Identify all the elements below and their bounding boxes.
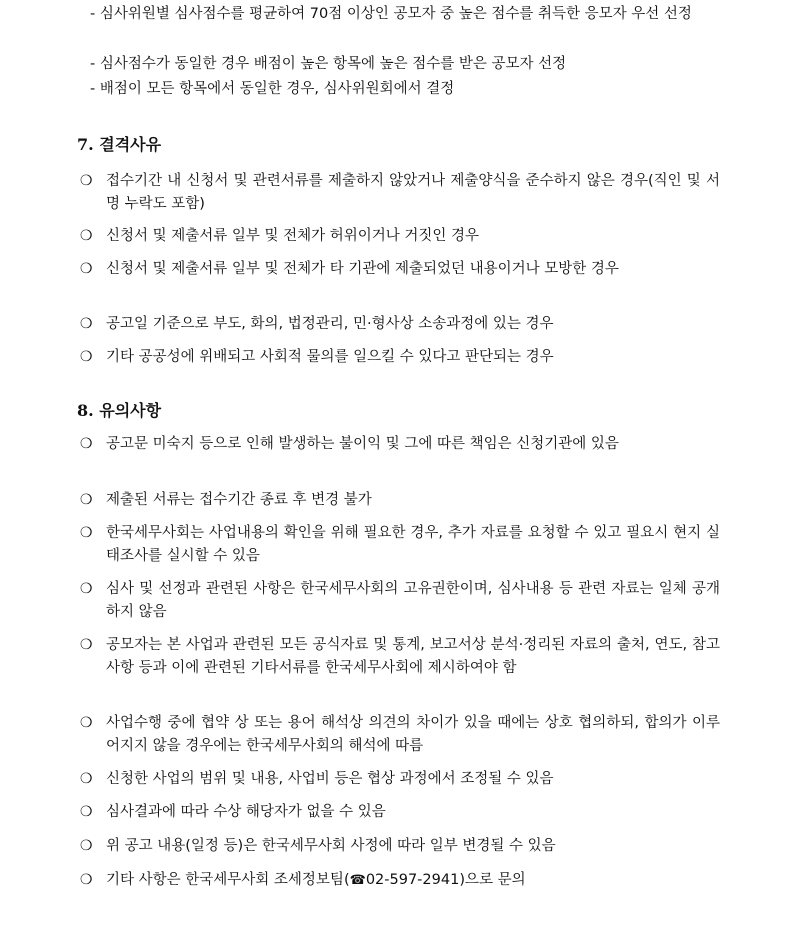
section-8-item-3-text: 한국세무사회는 사업내용의 확인을 위해 필요한 경우, 추가 자료를 요청할 수 있고 필요시 현지 실태조사를 실시할 수 있음 <box>106 525 720 564</box>
dash-item-1: - 심사위원별 심사점수를 평균하여 70점 이상인 공모자 중 높은 점수를 취득한 응모자 우선 선정 <box>90 6 692 22</box>
circle-bullet-icon: ❍ <box>80 715 93 731</box>
section-7-item-4-text: 공고일 기준으로 부도, 화의, 법정관리, 민·형사상 소송과정에 있는 경우 <box>106 316 554 332</box>
section-8-item-8 <box>80 801 720 824</box>
circle-bullet-icon: ❍ <box>80 173 93 189</box>
circle-bullet-icon: ❍ <box>80 436 93 452</box>
contact-text-after: )으로 문의 <box>459 872 526 888</box>
section-8-item-1-text: 공고문 미숙지 등으로 인해 발생하는 불이익 및 그에 따른 책임은 신청기관에 있음 <box>106 436 619 452</box>
section-8-item-2 <box>80 489 720 512</box>
section-7-item-2-text: 신청서 및 제출서류 일부 및 전체가 허위이거나 거짓인 경우 <box>106 228 480 244</box>
section-8-item-9 <box>80 835 720 858</box>
section-7-title: 7. 결격사유 <box>77 135 162 154</box>
section-8-item-7-text: 신청한 사업의 범위 및 내용, 사업비 등은 협상 과정에서 조정될 수 있음 <box>106 771 554 787</box>
circle-bullet-icon: ❍ <box>80 228 93 244</box>
section-8-item-9-text: 위 공고 내용(일정 등)은 한국세무사회 사정에 따라 일부 변경될 수 있음 <box>106 838 556 854</box>
section-8-item-6 <box>80 712 720 758</box>
section-7-item-1-text: 접수기간 내 신청서 및 관련서류를 제출하지 않았거나 제출양식을 준수하지 않은 경우(직인 및 서명 누락도 포함) <box>106 173 720 212</box>
circle-bullet-icon: ❍ <box>80 637 93 653</box>
section-7-item-3 <box>80 258 720 281</box>
section-8-item-6-text: 사업수행 중에 협약 상 또는 용어 해석상 의견의 차이가 있을 때에는 상호 협의하되, 합의가 이루어지지 않을 경우에는 한국세무사회의 해석에 따름 <box>106 715 720 754</box>
circle-bullet-icon: ❍ <box>80 316 93 332</box>
circle-bullet-icon: ❍ <box>80 838 93 854</box>
telephone-icon: ☎ <box>349 873 366 888</box>
section-8-item-2-text: 제출된 서류는 접수기간 종료 후 변경 불가 <box>106 492 372 508</box>
section-8-item-10-text <box>106 869 720 892</box>
circle-bullet-icon: ❍ <box>80 261 93 277</box>
circle-bullet-icon: ❍ <box>80 349 93 365</box>
contact-phone-number: 02-597-2941 <box>365 872 460 888</box>
section-8-item-5 <box>80 634 720 680</box>
section-7-item-1 <box>80 170 720 216</box>
section-8-item-5-text: 공모자는 본 사업과 관련된 모든 공식자료 및 통계, 보고서상 분석·정리된 자료의 출처, 연도, 참고사항 등과 이에 관련된 기타서류를 한국세무사회에 제시하여야 함 <box>106 637 720 676</box>
section-8-title: 8. 유의사항 <box>77 401 162 420</box>
section-8-item-1 <box>80 433 720 456</box>
dash-item-2: - 심사점수가 동일한 경우 배점이 높은 항목에 높은 점수를 받은 공모자 선정 <box>90 56 567 72</box>
section-7-item-2 <box>80 225 720 248</box>
circle-bullet-icon: ❍ <box>80 525 93 541</box>
section-8-item-10 <box>80 869 720 892</box>
section-7-item-5 <box>80 346 720 369</box>
section-8-item-4 <box>80 578 720 624</box>
circle-bullet-icon: ❍ <box>80 804 93 820</box>
section-8-item-8-text: 심사결과에 따라 수상 해당자가 없을 수 있음 <box>106 804 386 820</box>
section-7-item-3-text: 신청서 및 제출서류 일부 및 전체가 타 기관에 제출되었던 내용이거나 모방한 경우 <box>106 261 619 277</box>
section-8-item-4-text: 심사 및 선정과 관련된 사항은 한국세무사회의 고유권한이며, 심사내용 등 관련 자료는 일체 공개하지 않음 <box>106 581 720 620</box>
contact-text-before: 기타 사항은 한국세무사회 조세정보팀( <box>106 872 350 888</box>
circle-bullet-icon: ❍ <box>80 581 93 597</box>
circle-bullet-icon: ❍ <box>80 771 93 787</box>
section-8-item-7 <box>80 768 720 791</box>
dash-item-3: - 배점이 모든 항목에서 동일한 경우, 심사위원회에서 결정 <box>90 81 455 97</box>
section-8-item-3 <box>80 522 720 568</box>
section-7-item-4 <box>80 313 720 336</box>
circle-bullet-icon: ❍ <box>80 492 93 508</box>
circle-bullet-icon: ❍ <box>80 872 93 888</box>
section-7-item-5-text: 기타 공공성에 위배되고 사회적 물의를 일으킬 수 있다고 판단되는 경우 <box>106 349 554 365</box>
